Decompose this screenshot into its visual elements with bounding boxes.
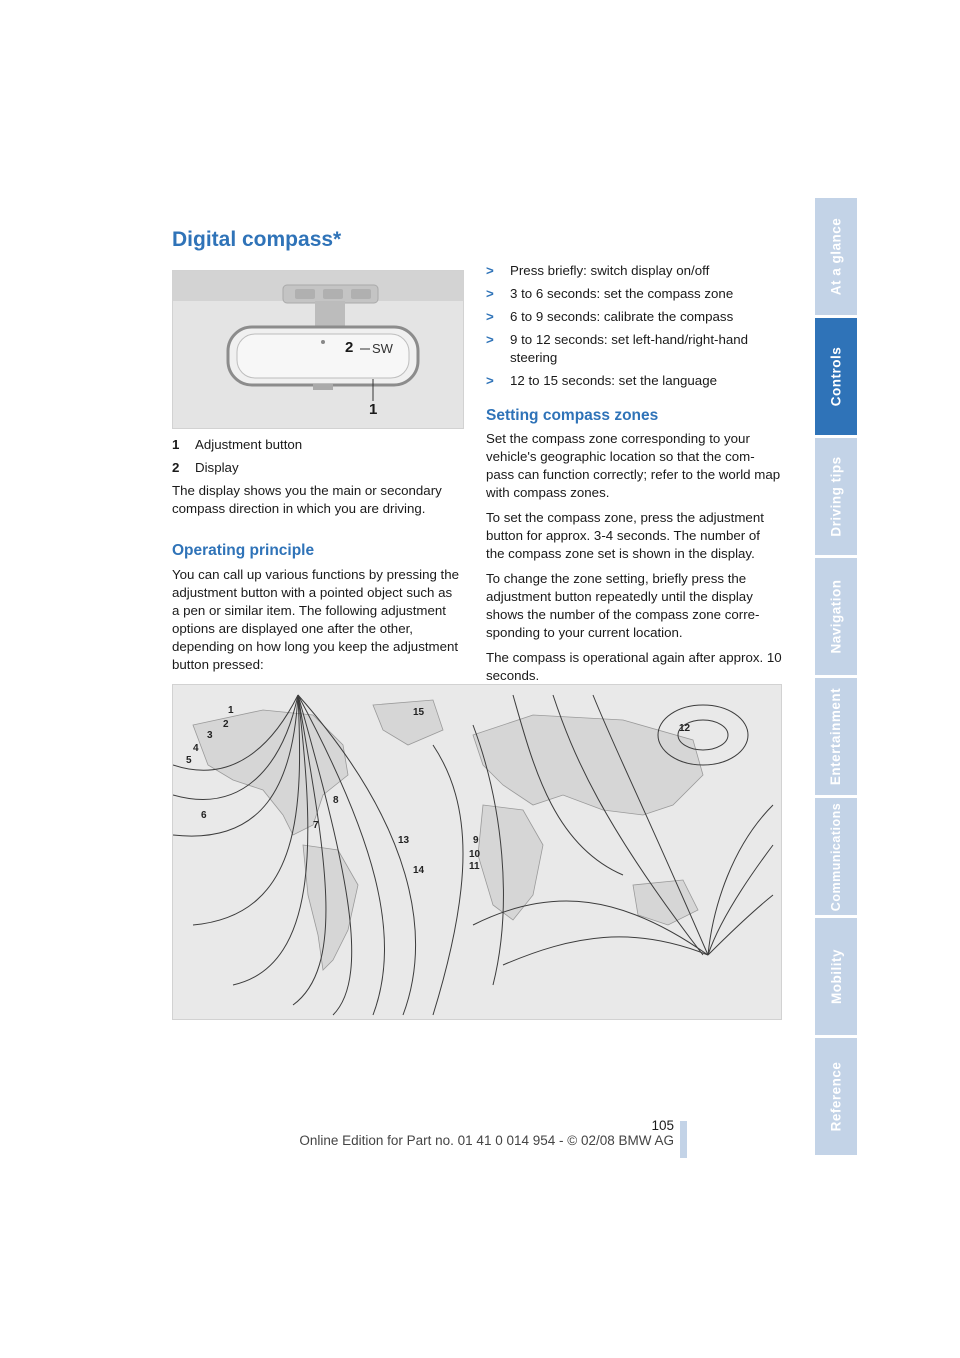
compass-zone-map (172, 684, 782, 1020)
list-item: > 12 to 15 seconds: set the language (486, 373, 717, 388)
map-zone-label: 1 (228, 705, 234, 716)
list-item: > Press briefly: switch display on/off (486, 263, 710, 278)
tab-reference[interactable]: Reference (815, 1038, 857, 1155)
legend-item: 2 Display (172, 460, 239, 475)
display-callout-number: 2 (345, 339, 354, 356)
left-column (172, 436, 462, 674)
map-zone-label: 12 (679, 723, 691, 734)
map-zone-label: 15 (413, 707, 425, 718)
map-zone-label: 14 (413, 865, 425, 876)
chapter-tabs (815, 198, 857, 1158)
footer-bar (680, 1121, 687, 1158)
map-zone-label: 9 (473, 835, 479, 846)
mirror-illustration (173, 271, 463, 428)
list-item: > 3 to 6 seconds: set the compass zone (486, 286, 734, 301)
tab-entertainment[interactable]: Entertainment (815, 678, 857, 795)
zones-paragraph: The compass is operational again after approx. 10 seconds. (486, 650, 782, 683)
footer-text: Online Edition for Part no. 01 41 0 014 954 - © 02/08 BMW AG (299, 1133, 674, 1148)
list-item: > 9 to 12 seconds: set left-hand/right-hand steering (486, 332, 749, 365)
tab-navigation[interactable]: Navigation (815, 558, 857, 675)
map-zone-label: 7 (313, 820, 319, 831)
tab-driving-tips[interactable]: Driving tips (815, 438, 857, 555)
mirror-figure (172, 270, 464, 429)
zones-paragraph: To set the compass zone, press the adjustment button for approx. 3-4 seconds. The number of the compass zone set is shown in the display. (486, 510, 764, 561)
legend-item: 1 Adjustment button (172, 437, 303, 452)
map-zone-label: 6 (201, 810, 207, 821)
map-zone-label: 11 (469, 861, 480, 872)
map-zone-label: 8 (333, 795, 339, 806)
page-number: 105 (651, 1118, 674, 1133)
tab-controls[interactable]: Controls (815, 318, 857, 435)
display-text: SW (372, 341, 393, 356)
button-callout-number: 1 (369, 401, 378, 418)
list-item: > 6 to 9 seconds: calibrate the compass (486, 309, 734, 324)
map-zone-label: 10 (469, 849, 481, 860)
operating-heading: Operating principle (172, 542, 315, 559)
zones-paragraph: To change the zone setting, briefly press the adjustment button repeatedly until the display shows the number of the compass zone corre-sponding to your current location. (486, 571, 760, 640)
right-column (486, 262, 782, 685)
tab-mobility[interactable]: Mobility (815, 918, 857, 1035)
map-zone-label: 13 (398, 835, 410, 846)
zones-heading: Setting compass zones (486, 407, 659, 424)
map-zone-label: 4 (193, 743, 199, 754)
tab-at-a-glance[interactable]: At a glance (815, 198, 857, 315)
tab-communications[interactable]: Communications (815, 798, 857, 915)
zones-paragraph: Set the compass zone corresponding to your vehicle's geographic location so that the com-pass can function correctly; refer to the world map with compass zones. (486, 431, 781, 500)
map-zone-label: 3 (207, 730, 213, 741)
operating-text: You can call up various functions by pressing the adjustment button with a pointed object such as a pen or similar item. The following adjustment options are displayed one after the other, depending on how long you keep the adjustment button pressed: (172, 567, 460, 672)
intro-text: The display shows you the main or secondary compass direction in which you are driving. (172, 483, 442, 516)
map-zone-label: 2 (223, 719, 229, 730)
map-zone-label: 5 (186, 755, 192, 766)
page-title: Digital compass* (172, 228, 342, 251)
